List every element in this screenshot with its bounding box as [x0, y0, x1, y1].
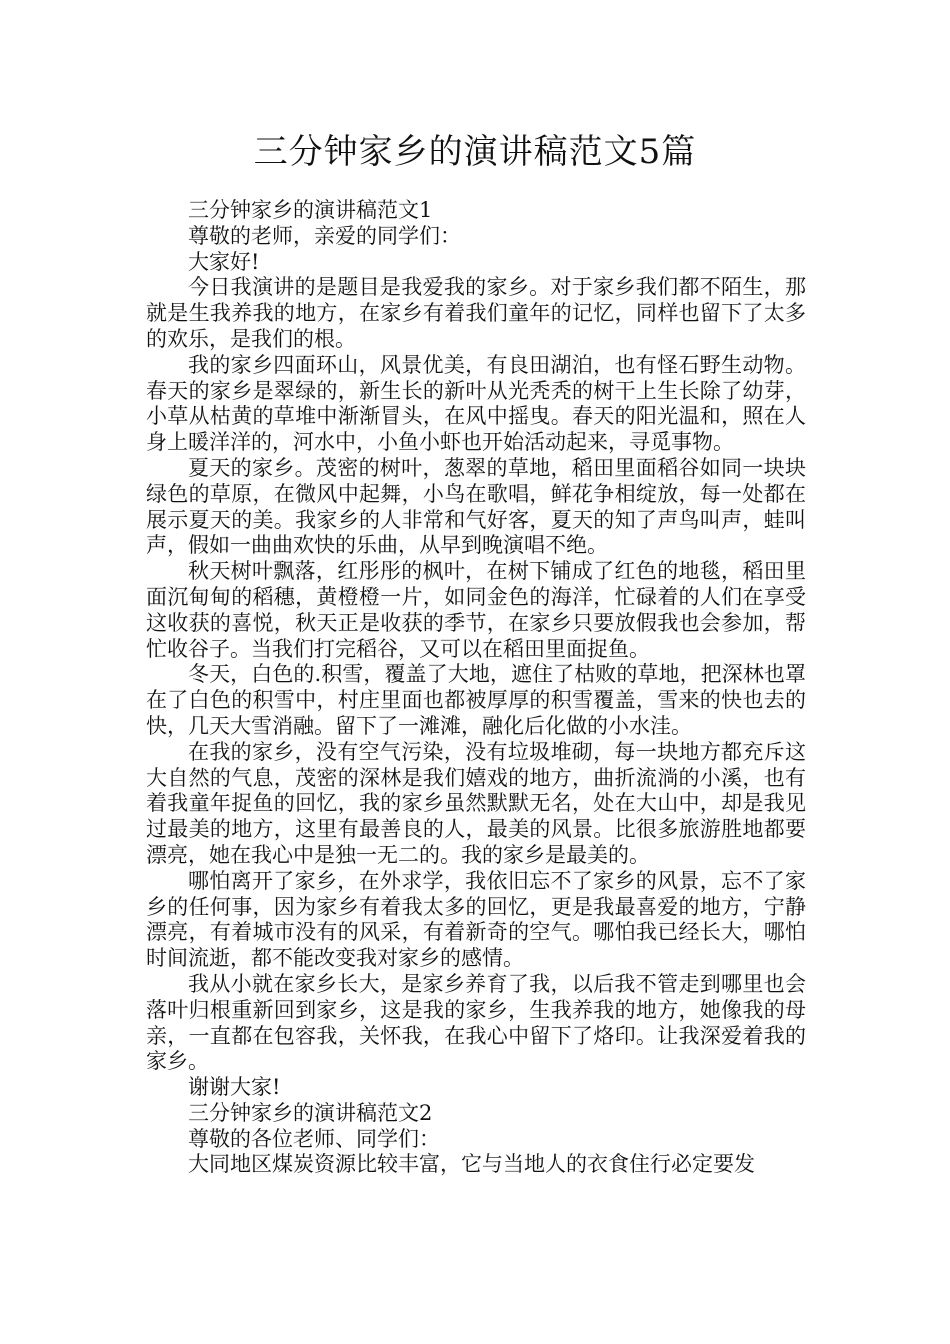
- paragraph: 我从小就在家乡长大，是家乡养育了我，以后我不管走到哪里也会落叶归根重新回到家乡，这是我的家乡，生我养我的地方，她像我的母亲，一直都在包容我，关怀我，在我心中留下了烙印。让我深爱着我的家乡。: [146, 971, 806, 1074]
- paragraph: 大家好!: [188, 249, 260, 274]
- paragraph: 今日我演讲的是题目是我爱我的家乡。对于家乡我们都不陌生，那就是生我养我的地方，在家乡有着我们童年的记忆，同样也留下了太多的欢乐，是我们的根。: [146, 275, 806, 351]
- paragraph: 大同地区煤炭资源比较丰富，它与当地人的衣食住行必定要发: [188, 1152, 755, 1177]
- paragraph: 哪怕离开了家乡，在外求学，我依旧忘不了家乡的风景，忘不了家乡的任何事，因为家乡有着我太多的回忆，更是我最喜爱的地方，宁静漂亮，有着城市没有的风采，有着新奇的空气。哪怕我已经长大，哪怕时间流逝，都不能改变我对家乡的感情。: [146, 868, 806, 971]
- paragraph: 谢谢大家!: [188, 1075, 281, 1100]
- paragraph: 尊敬的老师，亲爱的同学们：: [188, 223, 461, 248]
- paragraph: 尊敬的各位老师、同学们：: [188, 1126, 440, 1151]
- paragraph: 冬天，白色的.积雪，覆盖了大地，遮住了枯败的草地，把深林也罩在了白色的积雪中，村庄里面也都被厚厚的积雪覆盖，雪来的快也去的快，几天大雪消融。留下了一滩滩，融化后化做的小水洼。: [146, 662, 806, 738]
- document-body: [146, 198, 806, 1178]
- document-title: 三分钟家乡的演讲稿范文5篇: [253, 132, 697, 172]
- paragraph: 夏天的家乡。茂密的树叶，葱翠的草地，稻田里面稻谷如同一块块绿色的草原，在微风中起舞，小鸟在歌唱，鲜花争相绽放，每一处都在展示夏天的美。我家乡的人非常和气好客，夏天的知了声鸟叫声，蛙叫声，假如一曲曲欢快的乐曲，从早到晚演唱不绝。: [146, 455, 806, 558]
- paragraph: 我的家乡四面环山，风景优美，有良田湖泊，也有怪石野生动物。春天的家乡是翠绿的，新生长的新叶从光秃秃的树干上生长除了幼芽，小草从枯黄的草堆中渐渐冒头，在风中摇曳。春天的阳光温和，照在人身上暖洋洋的，河水中，小鱼小虾也开始活动起来，寻觅事物。: [146, 352, 806, 455]
- paragraph: 三分钟家乡的演讲稿范文1: [188, 198, 433, 222]
- paragraph: 三分钟家乡的演讲稿范文2: [188, 1100, 433, 1125]
- paragraph: 在我的家乡，没有空气污染，没有垃圾堆砌，每一块地方都充斥这大自然的气息，茂密的深林是我们嬉戏的地方，曲折流淌的小溪，也有着我童年捉鱼的回忆，我的家乡虽然默默无名，处在大山中，却是我见过最美的地方，这里有最善良的人，最美的风景。比很多旅游胜地都要漂亮，她在我心中是独一无二的。我的家乡是最美的。: [146, 739, 806, 867]
- paragraph: 秋天树叶飘落，红彤彤的枫叶，在树下铺成了红色的地毯，稻田里面沉甸甸的稻穗，黄橙橙一片，如同金色的海洋，忙碌着的人们在享受这收获的喜悦，秋天正是收获的季节，在家乡只要放假我也会参加，帮忙收谷子。当我们打完稻谷，又可以在稻田里面捉鱼。: [146, 559, 806, 661]
